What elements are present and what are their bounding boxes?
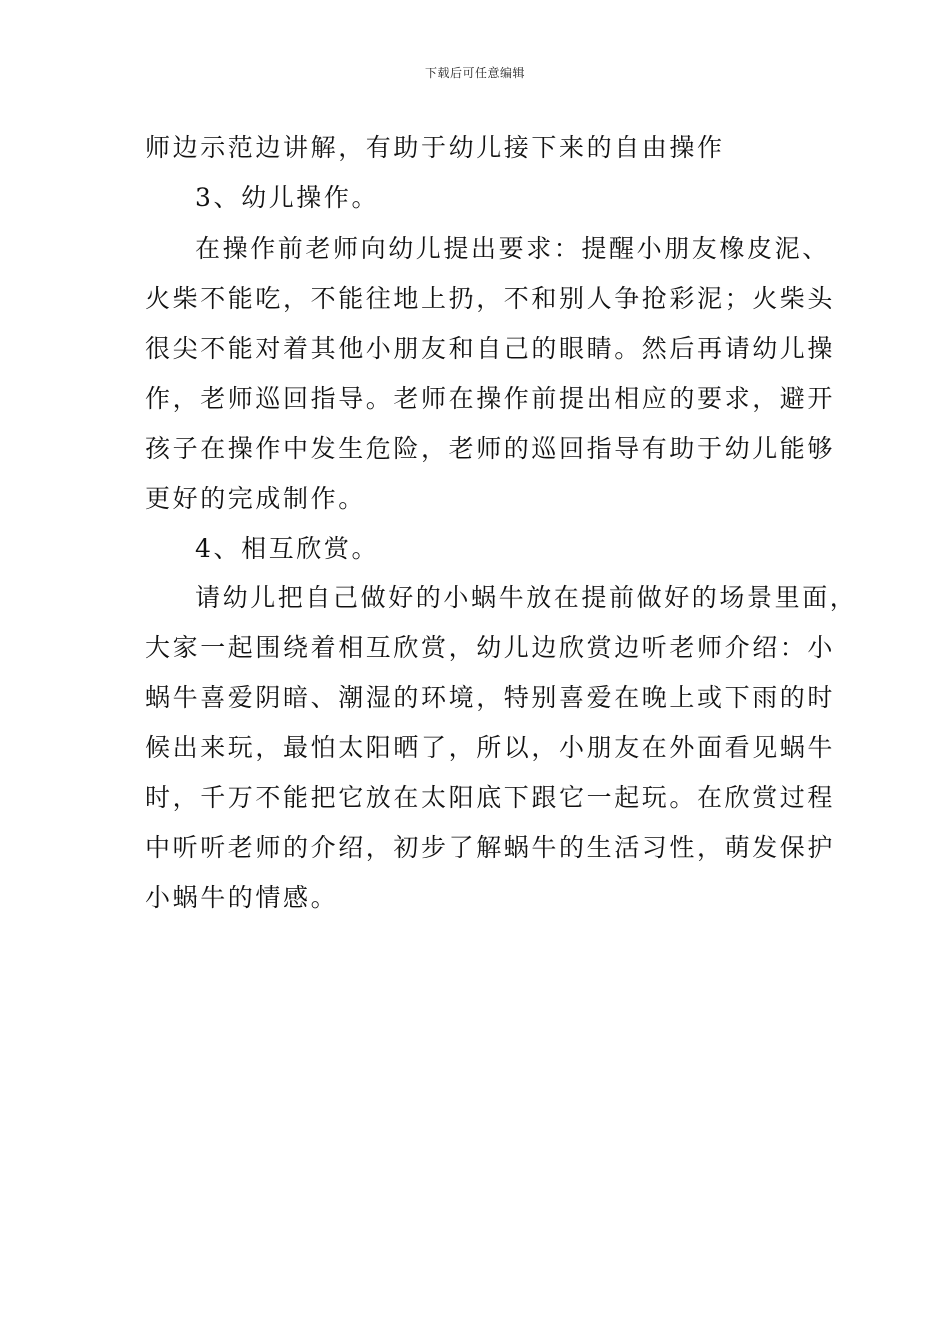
paragraph-line: 候出来玩，最怕太阳晒了，所以，小朋友在外面看见蜗牛 (145, 733, 836, 762)
section-heading-3: 3、幼儿操作。 (195, 183, 380, 212)
paragraph-line: 中听听老师的介绍，初步了解蜗牛的生活习性，萌发保护 (145, 833, 836, 862)
paragraph-line: 小蜗牛的情感。 (145, 883, 339, 912)
paragraph-line: 更好的完成制作。 (145, 484, 366, 513)
paragraph-line: 火柴不能吃，不能往地上扔，不和别人争抢彩泥；火柴头 (145, 284, 836, 313)
paragraph-line: 大家一起围绕着相互欣赏，幼儿边欣赏边听老师介绍：小 (145, 633, 836, 662)
text-line-continuation: 师边示范边讲解，有助于幼儿接下来的自由操作 (145, 133, 725, 162)
paragraph-line: 很尖不能对着其他小朋友和自己的眼睛。然后再请幼儿操 (145, 334, 836, 363)
paragraph-line: 蜗牛喜爱阴暗、潮湿的环境，特别喜爱在晚上或下雨的时 (145, 683, 836, 712)
section-heading-4: 4、相互欣赏。 (195, 534, 380, 563)
paragraph-line: 时，千万不能把它放在太阳底下跟它一起玩。在欣赏过程 (145, 783, 836, 812)
paragraph-line: 孩子在操作中发生危险，老师的巡回指导有助于幼儿能够 (145, 434, 836, 463)
paragraph-line: 在操作前老师向幼儿提出要求：提醒小朋友橡皮泥、 (195, 234, 830, 263)
page-header: 下载后可任意编辑 (424, 66, 525, 80)
paragraph-line: 作，老师巡回指导。老师在操作前提出相应的要求，避开 (145, 384, 836, 413)
paragraph-line: 请幼儿把自己做好的小蜗牛放在提前做好的场景里面， (195, 583, 858, 612)
